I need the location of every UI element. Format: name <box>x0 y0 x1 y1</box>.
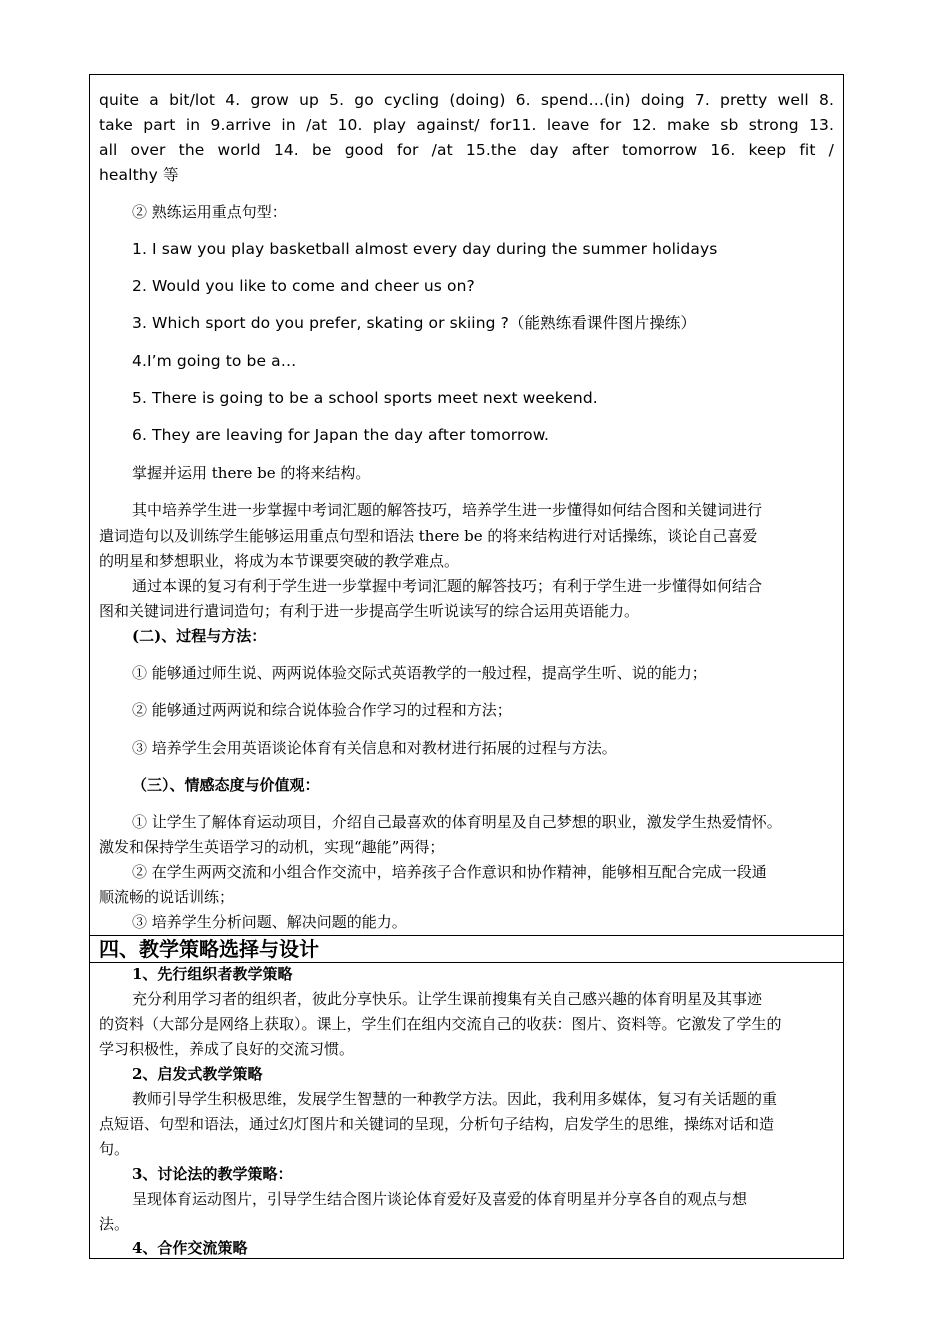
strategy-2-line: 教师引导学生积极思维，发展学生智慧的一种教学方法。因此，我利用多媒体，复习有关话题的重 <box>132 1090 778 1108</box>
process-item: ② 能够通过两两说和综合说体验合作学习的过程和方法； <box>132 701 512 719</box>
lesson-plan-table <box>89 74 844 1259</box>
attitude-line: 激发和保持学生英语学习的动机，实现“趣能”两得； <box>99 838 445 856</box>
sentence-item: 3. Which sport do you prefer, skating or skiing ?（能熟练看课件图片操练） <box>132 314 697 332</box>
strategy-heading: 四、教学策略选择与设计 <box>99 937 319 961</box>
strategy-1-title: 1、先行组织者教学策略 <box>132 965 293 983</box>
sentence-item: 5. There is going to be a school sports meet next weekend. <box>132 389 598 407</box>
sentence-item: 4.I’m going to be a… <box>132 352 297 370</box>
attitude-heading: （三）、情感态度与价值观： <box>132 776 320 794</box>
strategy-1-line: 学习积极性，养成了良好的交流习惯。 <box>99 1040 355 1058</box>
objectives-cell <box>90 75 843 935</box>
strategy-4-title: 4、合作交流策略 <box>132 1239 248 1257</box>
process-item: ① 能够通过师生说、两两说体验交际式英语教学的一般过程，提高学生听、说的能力； <box>132 664 707 682</box>
sentence-item: 1. I saw you play basketball almost every day during the summer holidays <box>132 240 718 258</box>
strategy-1-line: 的资料（大部分是网络上获取）。课上，学生们在组内交流自己的收获：图片、资料等。它激发了学生的 <box>99 1015 782 1033</box>
difficulty-line: 遣词造句以及训练学生能够运用重点句型和语法 there be 的将来结构进行对话操练，谈论自己喜爱 <box>99 527 758 545</box>
phrase-line: take part in 9.arrive in /at 10. play against/ for11. leave for 12. make sb strong 13. <box>99 116 834 134</box>
attitude-line: 顺流畅的说话训练； <box>99 888 235 906</box>
phrase-line: quite a bit/lot 4. grow up 5. go cycling (doing) 6. spend…(in) doing 7. pretty well 8. <box>99 91 834 109</box>
sentence-item: 2. Would you like to come and cheer us on? <box>132 277 475 295</box>
sentence-item: 6. They are leaving for Japan the day after tomorrow. <box>132 426 550 444</box>
process-item: ③ 培养学生会用英语谈论体育有关信息和对教材进行拓展的过程与方法。 <box>132 739 617 757</box>
strategy-1-line: 充分利用学习者的组织者，彼此分享快乐。让学生课前搜集有关自己感兴趣的体育明星及其事迹 <box>132 990 763 1008</box>
strategy-3-title: 3、讨论法的教学策略： <box>132 1165 293 1183</box>
phrase-line: healthy 等 <box>99 166 179 184</box>
attitude-line: ① 让学生了解体育运动项目，介绍自己最喜欢的体育明星及自己梦想的职业，激发学生热爱情怀。 <box>132 813 782 831</box>
sentence-heading: ② 熟练运用重点句型： <box>132 203 287 221</box>
strategy-3-line: 呈现体育运动图片，引导学生结合图片谈论体育爱好及喜爱的体育明星并分享各自的观点与想 <box>132 1190 748 1208</box>
process-heading: (二)、过程与方法： <box>132 627 267 645</box>
benefit-line: 通过本课的复习有利于学生进一步掌握中考词汇题的解答技巧；有利于学生进一步懂得如何结合 <box>132 577 763 595</box>
attitude-line: ③ 培养学生分析问题、解决问题的能力。 <box>132 913 407 931</box>
strategy-3-line: 法。 <box>99 1215 130 1233</box>
benefit-line: 图和关键词进行遣词造句；有利于进一步提高学生听说读写的综合运用英语能力。 <box>99 602 640 620</box>
phrase-line: all over the world 14. be good for /at 15.the day after tomorrow 16. keep fit / <box>99 141 834 159</box>
strategy-2-line: 句。 <box>99 1140 130 1158</box>
strategy-2-title: 2、启发式教学策略 <box>132 1065 263 1083</box>
strategy-2-line: 点短语、句型和语法，通过幻灯图片和关键词的呈现，分析句子结构，启发学生的思维，操练对话和造 <box>99 1115 775 1133</box>
attitude-line: ② 在学生两两交流和小组合作交流中，培养孩子合作意识和协作精神，能够相互配合完成一段通 <box>132 863 767 881</box>
difficulty-line: 的明星和梦想职业，将成为本节课要突破的教学难点。 <box>99 552 460 570</box>
grammar-note: 掌握并运用 there be 的将来结构。 <box>132 464 371 482</box>
difficulty-line: 其中培养学生进一步掌握中考词汇题的解答技巧，培养学生进一步懂得如何结合图和关键词进行 <box>132 501 763 519</box>
